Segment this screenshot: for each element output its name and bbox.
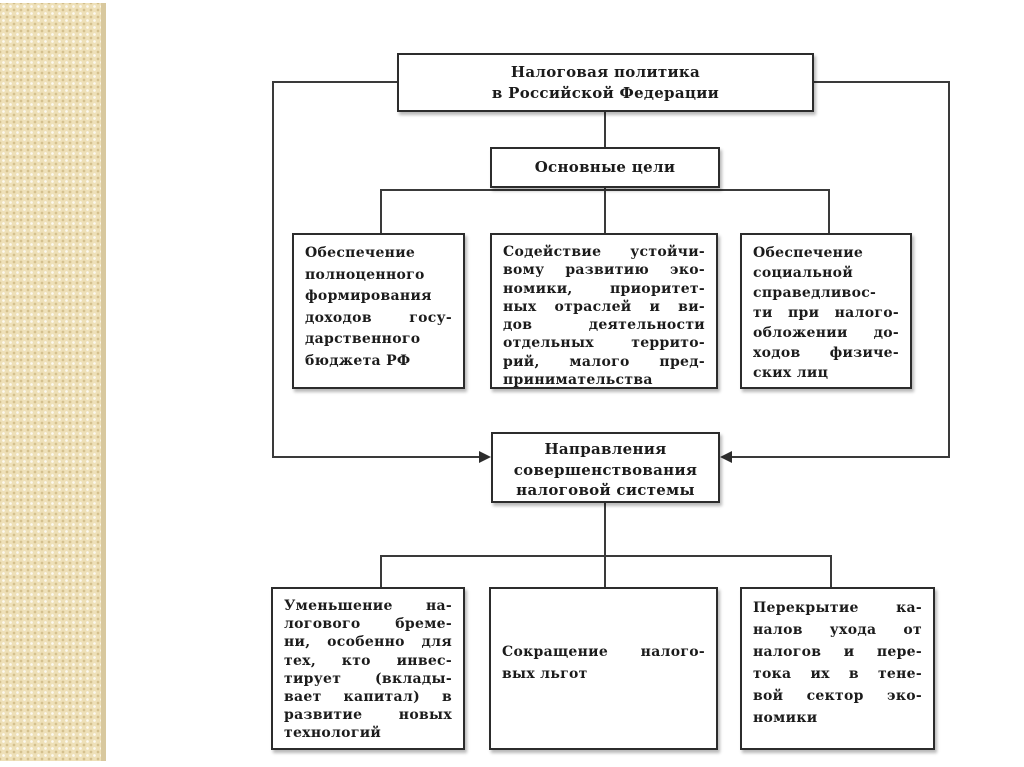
- connector-drop-direction-1: [380, 555, 382, 587]
- connector-drop-goal-1: [380, 189, 382, 233]
- goal-box-economic-development: Содействие устойчи- вому развитию эко- номики, приоритет- ных отраслей и ви- дов деятельности отдельных террито- рий, малого пред- принимательства: [490, 233, 718, 389]
- connector-drop-direction-3: [830, 555, 832, 587]
- connector-right-into-directions: [732, 456, 950, 458]
- goals-header-box: Основные цели: [490, 147, 720, 188]
- connector-drop-goal-3: [828, 189, 830, 233]
- direction-box-tax-evasion-channels: Перекрытие ка- налов ухода от налогов и пере- тока их в тене- вой сектор эко- номики: [740, 587, 935, 750]
- connector-title-to-goals-header: [604, 112, 606, 149]
- arrowhead-right-icon: [479, 451, 491, 463]
- connector-left-into-directions: [272, 456, 480, 458]
- connector-directions-to-distributor: [604, 503, 606, 556]
- connector-directions-distributor: [380, 555, 832, 557]
- connector-right-top-horizontal: [814, 81, 948, 83]
- connector-right-vertical: [948, 81, 950, 458]
- connector-left-vertical: [272, 81, 274, 458]
- title-box: Налоговая политика в Российской Федерации: [397, 53, 814, 112]
- direction-box-tax-burden-reduction: Уменьшение на- логового бреме- ни, особенно для тех, кто инвес- тирует (вклады- вает капитал) в развитие новых технологий: [271, 587, 465, 750]
- directions-header-box: Направления совершенствования налоговой системы: [491, 432, 720, 503]
- direction-box-tax-benefits-reduction: Сокращение налого- вых льгот: [489, 587, 718, 750]
- connector-drop-direction-2: [604, 555, 606, 587]
- goal-box-social-justice: Обеспечение социальной справедливос- ти при налого- обложении до- ходов физиче- ских лиц: [740, 233, 912, 389]
- arrowhead-left-icon: [720, 451, 732, 463]
- decorative-sidebar-texture: [0, 3, 106, 761]
- connector-drop-goal-2: [604, 188, 606, 233]
- goal-box-budget-revenues: Обеспечение полноценного формирования доходов госу- дарственного бюджета РФ: [292, 233, 465, 389]
- connector-left-top-horizontal: [272, 81, 397, 83]
